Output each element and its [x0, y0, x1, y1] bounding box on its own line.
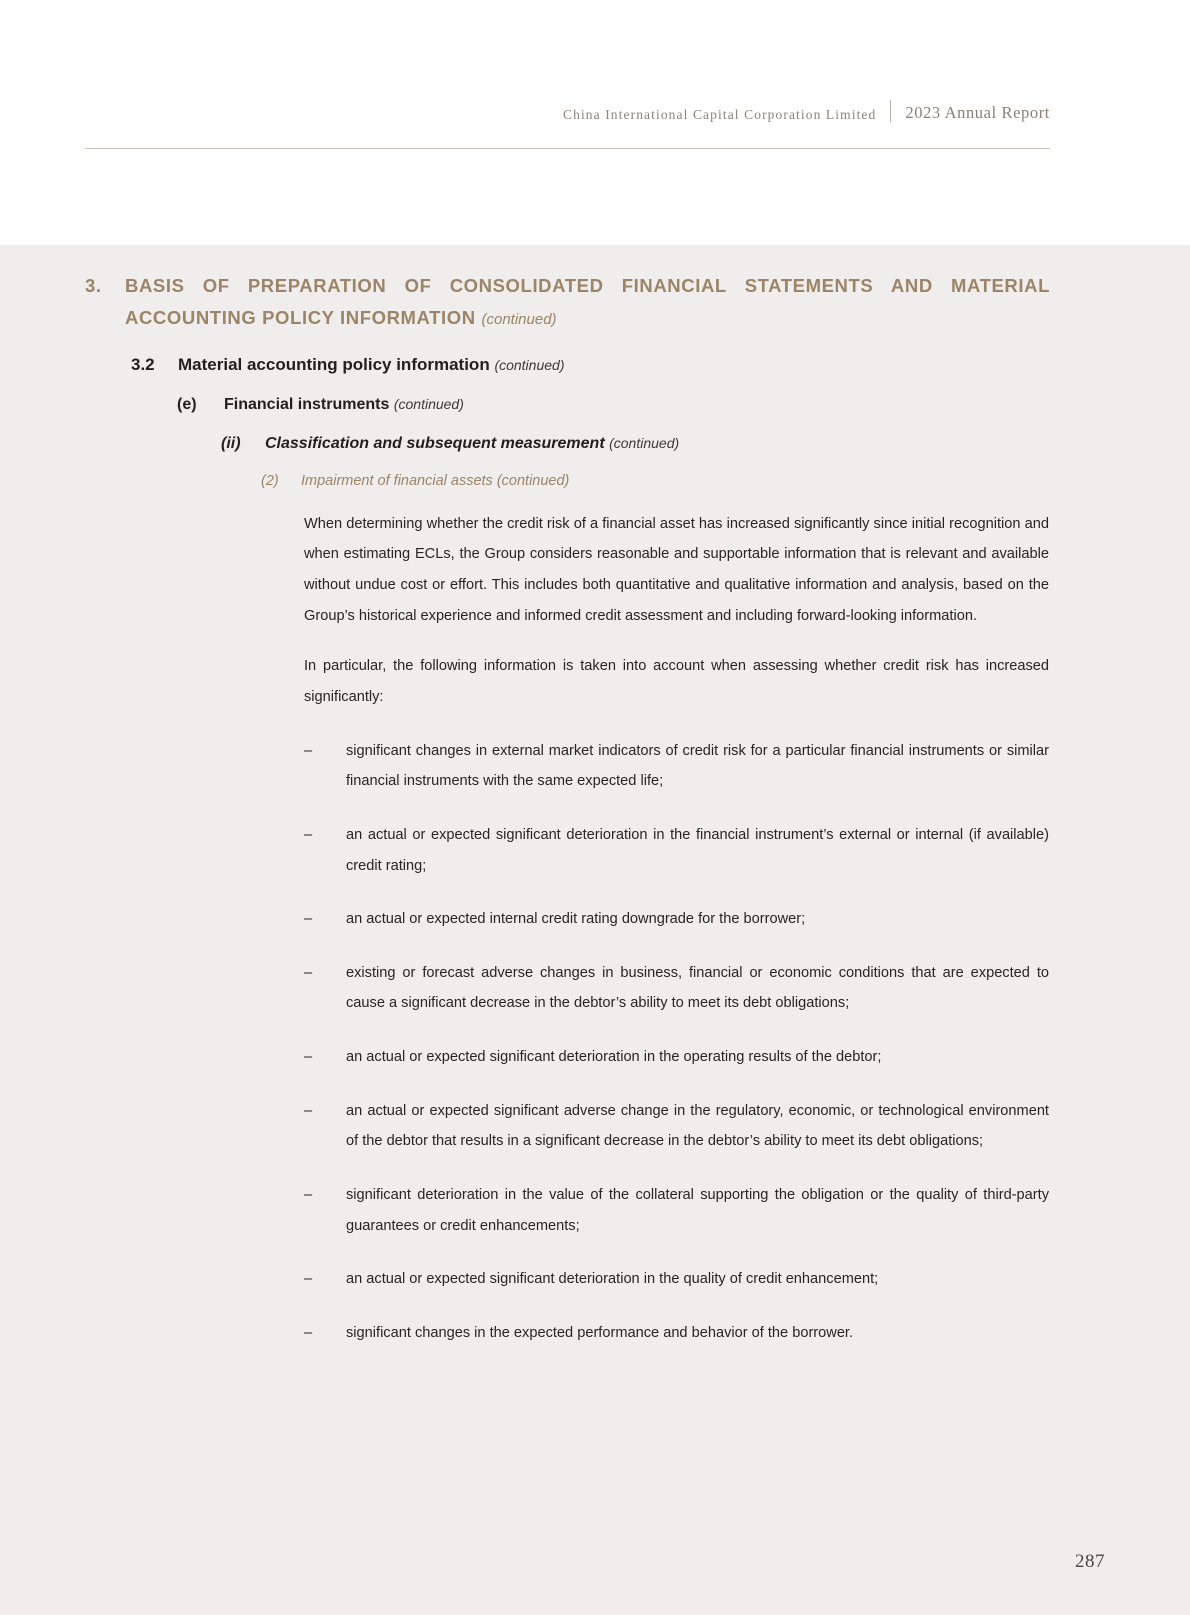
bullet-marker: –	[304, 742, 313, 759]
subitem-title: Classification and subsequent measurement	[265, 434, 605, 452]
paragraph: When determining whether the credit risk of a financial asset has increased significantly since initial recognition and when estimating ECLs, the Group considers reasonable and supportable information that is relevant and available without undue cost or effort. This includes both quantitative and qualitative information and analysis, based on the Group’s historical experience and informed credit assessment and including forward-looking information.	[304, 515, 1049, 624]
subitem-number: (ii)	[221, 434, 241, 452]
list-item-text: significant changes in external market indicators of credit risk for a particular financial instruments or similar financial instruments with the same expected life;	[346, 742, 1049, 790]
header-rule	[85, 148, 1050, 149]
section-heading	[85, 270, 1050, 335]
bullet-marker: –	[304, 1271, 313, 1288]
bullet-marker: –	[304, 1102, 313, 1119]
section-title: BASIS OF PREPARATION OF CONSOLIDATED FINANCIAL STATEMENTS AND MATERIAL ACCOUNTING POLICY INFORMATION	[125, 275, 1050, 329]
subsection-title-wrap	[178, 355, 564, 375]
header-company-name: China International Capital Corporation Limited	[562, 107, 877, 122]
item-continued: (continued)	[393, 395, 464, 412]
list-item	[304, 736, 1049, 797]
list-item	[304, 1096, 1049, 1157]
subitem-title-wrap	[265, 435, 679, 453]
list-item	[304, 1264, 1049, 1295]
page-number: 287	[1075, 1551, 1105, 1572]
header-report-title: 2023 Annual Report	[905, 103, 1050, 122]
content-column	[85, 270, 1050, 1349]
bullet-marker: –	[304, 1187, 313, 1203]
list-item-text: an actual or expected significant deterioration in the financial instrument’s external or internal (if available) credit rating;	[346, 826, 1049, 874]
subitem-heading	[221, 435, 1050, 453]
list-item-text: an actual or expected significant adverse change in the regulatory, economic, or technological environment of the debtor that results in a significant decrease in the debtor’s ability to meet its debt obligations;	[346, 1102, 1049, 1150]
list-item-text: an actual or expected internal credit rating downgrade for the borrower;	[346, 911, 806, 928]
item-heading	[177, 396, 1050, 414]
subitem-continued: (continued)	[609, 434, 680, 451]
detail-number: (2)	[261, 472, 279, 489]
list-item-text: significant changes in the expected performance and behavior of the borrower.	[346, 1324, 854, 1341]
item-number: (e)	[177, 395, 197, 413]
bullet-marker: –	[304, 1324, 313, 1341]
list-item	[304, 1042, 1049, 1073]
header-content	[85, 100, 1050, 123]
detail-heading	[261, 473, 1050, 489]
bullet-marker: –	[304, 1049, 313, 1066]
subsection-title: Material accounting policy information	[178, 354, 490, 374]
list-item-text: an actual or expected significant deterioration in the quality of credit enhancement;	[346, 1271, 879, 1288]
section-continued: (continued)	[481, 311, 557, 329]
content-panel	[0, 245, 1190, 1615]
section-number: 3.	[85, 275, 102, 296]
paragraph: In particular, the following information is taken into account when assessing whether credit risk has increased significantly:	[304, 658, 1049, 705]
list-item-text: an actual or expected significant deterioration in the operating results of the debtor;	[346, 1049, 882, 1066]
subsection-heading	[131, 355, 1050, 375]
page-header	[0, 0, 1190, 245]
list-item	[304, 958, 1049, 1019]
list-item	[304, 1180, 1049, 1241]
subsection-continued: (continued)	[494, 356, 565, 373]
bullet-list	[85, 736, 1050, 1349]
list-item	[304, 1318, 1049, 1349]
item-title: Financial instruments	[224, 395, 390, 413]
subsection-number: 3.2	[131, 354, 155, 374]
list-item	[304, 820, 1049, 881]
bullet-marker: –	[304, 911, 313, 928]
section-title-wrap	[125, 270, 1050, 335]
bullet-marker: –	[304, 964, 313, 981]
item-title-wrap	[224, 396, 464, 414]
list-item-text: significant deterioration in the value of the collateral supporting the obligation or the quality of third-party guarantees or credit enhancements;	[346, 1187, 1049, 1234]
list-item-text: existing or forecast adverse changes in business, financial or economic conditions that are expected to cause a significant decrease in the debtor’s ability to meet its debt obligations;	[346, 964, 1049, 1012]
list-item	[304, 904, 1049, 935]
detail-title: Impairment of financial assets (continued)	[301, 472, 570, 489]
bullet-marker: –	[304, 826, 313, 843]
